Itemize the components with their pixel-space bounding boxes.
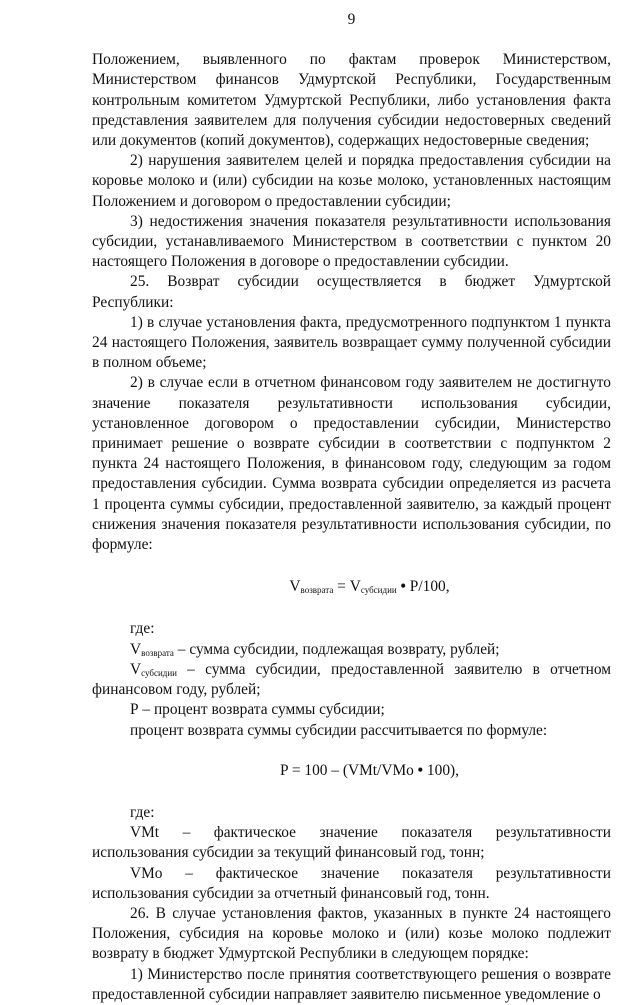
- paragraph-25: 25. Возврат субсидии осуществляется в бюджет Удмуртской Республики:: [92, 273, 611, 311]
- formula-sub-subsidy: субсидии: [360, 585, 397, 596]
- definition-v-return: $V_{возврата}$ – сумма субсидии, подлежащая возврату, рублей;: [130, 640, 500, 658]
- paragraph-continued: Положением, выявленного по фактам проверок Министерством, Министерством финансов Удмуртской Республики, Государственным контрольным комитетом Удмуртской Республики, либо установления факта представления заявителем для получения субсидии недостоверных сведений или документов (копий документов), содержащих недостоверные сведения;: [92, 51, 611, 150]
- where-label-2: где:: [130, 803, 155, 821]
- formula-percent: P = 100 – (VMt/VMo • 100),: [280, 761, 459, 779]
- paragraph-26: 26. В случае установления фактов, указанных в пункте 24 настоящего Положения, субсидия на коровье молоко и (или) козье молоко подлежит возврату в бюджет Удмуртской Республики в следующем порядке:: [92, 904, 611, 963]
- formula-v: V: [289, 578, 301, 596]
- formula-sub-return: возврата: [300, 585, 334, 596]
- definition-p-formula: процент возврата суммы субсидии рассчитывается по формуле:: [130, 721, 548, 739]
- definition-vmt: VMt – фактическое значение показателя результативности использования субсидии за текущий финансовый год, тонн;: [92, 824, 611, 862]
- definition-vmo: VMo – фактическое значение показателя результативности использования субсидии за отчетный финансовый год, тонн.: [92, 864, 611, 902]
- definition-v-subsidy: $V_{субсидии}$ – сумма субсидии, предоставленной заявителю в отчетном финансовом году, рублей;: [92, 660, 611, 699]
- where-label-1: где:: [130, 620, 155, 638]
- formula2-multiply: •: [413, 761, 427, 779]
- formula-return-amount: [92, 555, 611, 619]
- page-number: 9: [347, 11, 356, 28]
- formula-multiply: •: [396, 578, 410, 596]
- item-2: 2) нарушения заявителем целей и порядка предоставления субсидии на коровье молоко и (или) субсидии на козье молоко, установленных настоящим Положением и договором о предоставлении субсидии;: [92, 152, 611, 210]
- formula-equals: =: [333, 578, 350, 596]
- definition-p: Р – процент возврата суммы субсидии;: [130, 701, 385, 719]
- paragraph-26-item-1: 1) Министерство после принятия соответствующего решения о возврате предоставленной субсидии направляет заявителю письменное уведомление о: [92, 965, 611, 1003]
- formula-v2: V: [349, 578, 361, 596]
- paragraph-25-item-1: 1) в случае установления факта, предусмотренного подпунктом 1 пункта 24 настоящего Положения, заявитель возвращает сумму полученной субсидии в полном объеме;: [92, 313, 611, 372]
- item-3: 3) недостижения значения показателя результативности использования субсидии, устанавливаемого Министерством в соответствии с пунктом 20 настоящего Положения в договоре о предоставлении субсидии.: [92, 212, 611, 271]
- paragraph-25-item-2: 2) в случае если в отчетном финансовом году заявителем не достигнуто значение показателя результативности использования субсидии, установленное договором о предоставлении субсидии, Министерство принимает решение о возврате субсидии в соответствии с подпунктом 2 пункта 24 настоящего Положения, в финансовом году, следующим за годом предоставления субсидии. Сумма возврата субсидии определяется из расчета 1 процента суммы субсидии, предоставленной заявителю, за каждый процент снижения значения показателя результативности использования субсидии, по формуле:: [92, 374, 611, 554]
- formula-rest: P/100,: [409, 578, 450, 596]
